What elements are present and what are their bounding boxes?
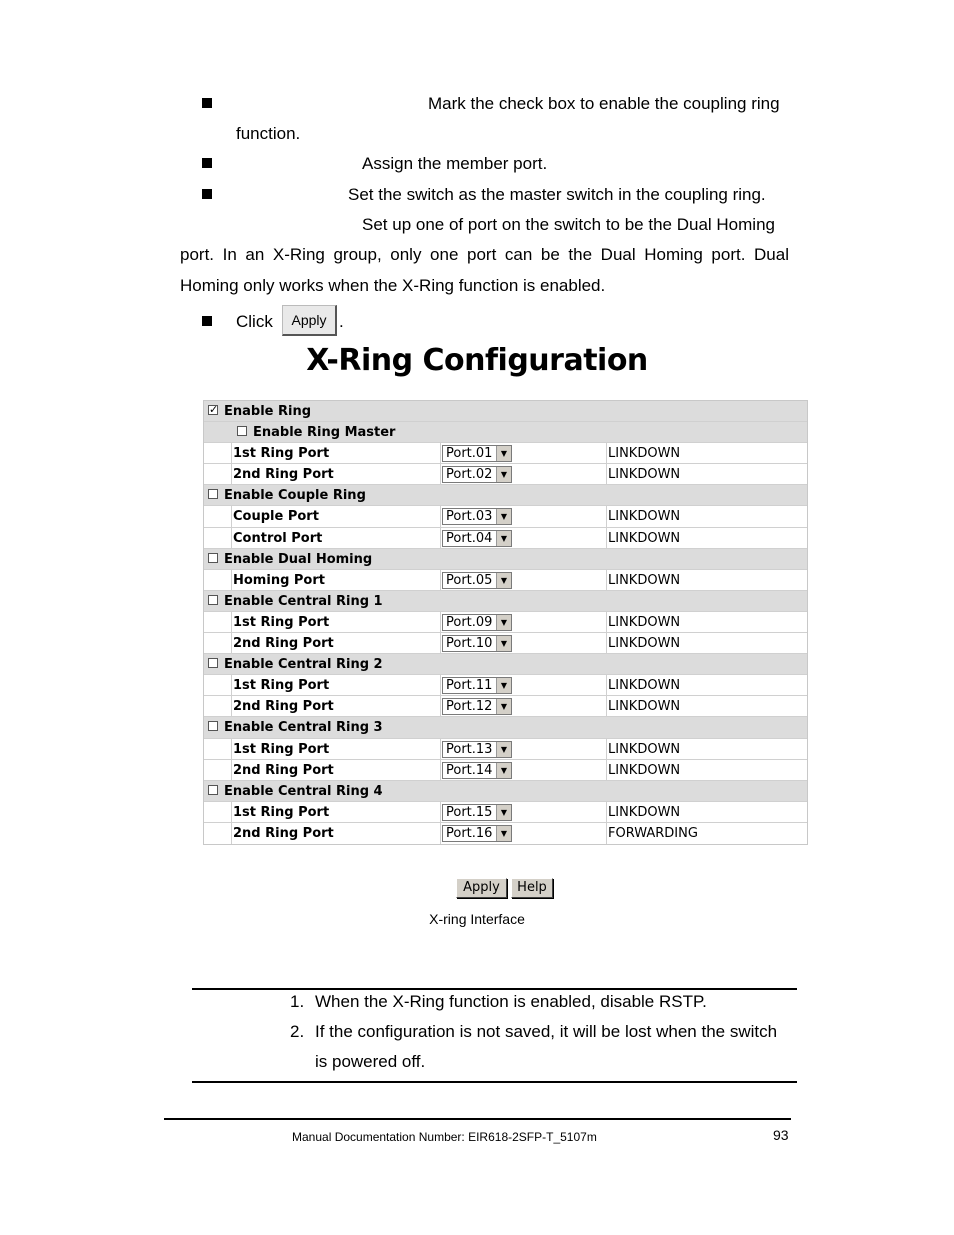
table-row [204, 612, 807, 633]
port-status: FORWARDING [608, 825, 698, 841]
enable-couple-ring-row [204, 485, 807, 506]
enable-ring-master-checkbox[interactable] [237, 426, 247, 436]
port-label: 1st Ring Port [233, 678, 330, 694]
port-select-value: Port.10 [446, 636, 493, 652]
cell-divider [440, 675, 441, 695]
port-select[interactable] [442, 698, 512, 715]
port-status: LINKDOWN [608, 509, 681, 525]
chevron-down-icon[interactable]: ▼ [496, 699, 511, 714]
enable-central-ring-1-row [204, 591, 807, 612]
enable-central-ring-2-label: Enable Central Ring 2 [224, 657, 383, 673]
chevron-down-icon[interactable]: ▼ [496, 826, 511, 841]
cell-divider [606, 802, 607, 822]
cell-divider [440, 570, 441, 590]
table-row [204, 464, 807, 485]
port-label: 2nd Ring Port [233, 762, 334, 778]
note-number: 2. [290, 1022, 305, 1041]
port-label: 1st Ring Port [233, 741, 330, 757]
port-select-value: Port.15 [446, 804, 493, 820]
cell-divider [231, 823, 232, 844]
enable-central-ring-3-checkbox[interactable] [208, 721, 218, 731]
port-label: Control Port [233, 530, 323, 546]
table-row [204, 675, 807, 696]
port-select-value: Port.04 [446, 530, 493, 546]
cell-divider [440, 464, 441, 484]
click-label: Click [236, 312, 273, 331]
cell-divider [606, 612, 607, 632]
port-status: LINKDOWN [608, 446, 681, 462]
enable-central-ring-4-row [204, 781, 807, 802]
port-select-value: Port.12 [446, 699, 493, 715]
bullet-marker [202, 158, 212, 168]
enable-central-ring-4-label: Enable Central Ring 4 [224, 783, 383, 799]
enable-ring-checkbox[interactable]: ✓ [209, 403, 219, 416]
chevron-down-icon[interactable]: ▼ [496, 678, 511, 693]
table-row [204, 443, 807, 464]
port-select[interactable] [442, 530, 512, 547]
port-select[interactable] [442, 635, 512, 652]
note-text-cont: is powered off. [315, 1052, 426, 1071]
table-row [204, 760, 807, 781]
cell-divider [606, 528, 607, 548]
port-select[interactable] [442, 741, 512, 758]
enable-central-ring-2-row [204, 654, 807, 675]
port-status: LINKDOWN [608, 678, 681, 694]
cell-divider [606, 823, 607, 844]
cell-divider [231, 528, 232, 548]
cell-divider [440, 528, 441, 548]
enable-couple-ring-checkbox[interactable] [208, 489, 218, 499]
port-select[interactable] [442, 445, 512, 462]
port-label: 1st Ring Port [233, 804, 330, 820]
cell-divider [231, 612, 232, 632]
port-label: 1st Ring Port [233, 614, 330, 630]
enable-couple-ring-label: Enable Couple Ring [224, 488, 366, 504]
cell-divider [231, 739, 232, 759]
port-select-value: Port.05 [446, 572, 493, 588]
dual-homing-paragraph-line1: Set up one of port on the switch to be the Dual Homing [362, 215, 775, 234]
cell-divider [231, 760, 232, 780]
cell-divider [606, 696, 607, 716]
port-select-value: Port.14 [446, 762, 493, 778]
enable-ring-label: Enable Ring [224, 404, 312, 419]
doc-number: Manual Documentation Number: EIR618-2SFP-T_5107m [292, 1130, 597, 1144]
table-row [204, 506, 807, 527]
enable-ring-master-row [204, 422, 807, 443]
chevron-down-icon[interactable]: ▼ [496, 446, 511, 461]
bullet-member-port-text: Assign the member port. [362, 154, 548, 173]
port-select[interactable] [442, 762, 512, 779]
cell-divider [440, 696, 441, 716]
cell-divider [440, 506, 441, 526]
enable-ring-row [204, 401, 807, 422]
enable-central-ring-1-label: Enable Central Ring 1 [224, 593, 383, 609]
port-select[interactable] [442, 572, 512, 589]
port-status: LINKDOWN [608, 636, 681, 652]
bullet-couple-text: Mark the check box to enable the coupling ring [428, 94, 780, 113]
port-status: LINKDOWN [608, 467, 681, 483]
port-status: LINKDOWN [608, 699, 681, 715]
table-row [204, 633, 807, 654]
table-row [204, 570, 807, 591]
cell-divider [231, 696, 232, 716]
chevron-down-icon[interactable]: ▼ [496, 573, 511, 588]
port-select-value: Port.03 [446, 509, 493, 525]
note-text: If the configuration is not saved, it will be lost when the switch [315, 1022, 778, 1041]
cell-divider [606, 675, 607, 695]
port-label: Homing Port [233, 572, 325, 588]
inline-apply-button: Apply [282, 305, 337, 336]
port-select-value: Port.02 [446, 467, 493, 483]
chevron-down-icon[interactable]: ▼ [496, 509, 511, 524]
port-select-value: Port.11 [446, 678, 493, 694]
table-row [204, 696, 807, 717]
cell-divider [231, 464, 232, 484]
help-button[interactable]: Help [511, 878, 553, 898]
enable-dual-homing-checkbox[interactable] [208, 553, 218, 563]
cell-divider [606, 506, 607, 526]
port-status: LINKDOWN [608, 741, 681, 757]
port-select-value: Port.13 [446, 741, 493, 757]
port-select-value: Port.16 [446, 825, 493, 841]
enable-ring-master-label: Enable Ring Master [253, 425, 396, 441]
port-select[interactable] [442, 614, 512, 631]
chevron-down-icon[interactable]: ▼ [496, 531, 511, 546]
bullet-marker [202, 189, 212, 199]
cell-divider [440, 633, 441, 653]
bullet-master-text: Set the switch as the master switch in the coupling ring. [348, 185, 766, 204]
enable-central-ring-3-label: Enable Central Ring 3 [224, 720, 383, 736]
cell-divider [606, 464, 607, 484]
chevron-down-icon[interactable]: ▼ [496, 805, 511, 820]
bullet-couple-text-cont: function. [236, 124, 301, 143]
bullet-marker [202, 316, 212, 326]
chevron-down-icon[interactable]: ▼ [496, 763, 511, 778]
cell-divider [606, 760, 607, 780]
enable-dual-homing-label: Enable Dual Homing [224, 551, 373, 567]
divider [192, 1081, 797, 1083]
xring-config-table [203, 400, 808, 845]
page-title: X-Ring Configuration [306, 343, 648, 378]
dual-homing-paragraph-line3: Homing only works when the X-Ring function is enabled. [180, 276, 606, 295]
cell-divider [231, 633, 232, 653]
port-select[interactable] [442, 508, 512, 525]
cell-divider [440, 823, 441, 844]
enable-central-ring-3-row [204, 717, 807, 738]
cell-divider [606, 443, 607, 463]
footer-rule [164, 1118, 791, 1120]
cell-divider [606, 633, 607, 653]
chevron-down-icon[interactable]: ▼ [496, 636, 511, 651]
enable-central-ring-2-checkbox[interactable] [208, 658, 218, 668]
figure-caption: X-ring Interface [429, 911, 525, 927]
cell-divider [440, 443, 441, 463]
apply-button[interactable]: Apply [456, 878, 507, 898]
port-select[interactable] [442, 677, 512, 694]
chevron-down-icon[interactable]: ▼ [496, 742, 511, 757]
cell-divider [440, 760, 441, 780]
cell-divider [231, 570, 232, 590]
chevron-down-icon[interactable]: ▼ [496, 615, 511, 630]
chevron-down-icon[interactable]: ▼ [496, 467, 511, 482]
cell-divider [440, 612, 441, 632]
cell-divider [231, 675, 232, 695]
port-label: Couple Port [233, 509, 319, 525]
port-select-value: Port.09 [446, 614, 493, 630]
port-status: LINKDOWN [608, 614, 681, 630]
table-row [204, 802, 807, 823]
port-label: 2nd Ring Port [233, 467, 334, 483]
cell-divider [606, 570, 607, 590]
table-row [204, 528, 807, 549]
port-select[interactable] [442, 804, 512, 821]
port-status: LINKDOWN [608, 572, 681, 588]
port-select[interactable] [442, 466, 512, 483]
port-label: 2nd Ring Port [233, 825, 334, 841]
cell-divider [231, 506, 232, 526]
port-status: LINKDOWN [608, 762, 681, 778]
cell-divider [231, 443, 232, 463]
cell-divider [440, 802, 441, 822]
port-select-value: Port.01 [446, 446, 493, 462]
port-label: 2nd Ring Port [233, 699, 334, 715]
port-select[interactable] [442, 825, 512, 842]
table-row [204, 739, 807, 760]
dual-homing-paragraph-line2: port. In an X-Ring group, only one port can be the Dual Homing port. Dual [180, 245, 789, 264]
bullet-marker [202, 98, 212, 108]
note-number: 1. [290, 992, 305, 1011]
cell-divider [440, 739, 441, 759]
port-status: LINKDOWN [608, 804, 681, 820]
cell-divider [231, 802, 232, 822]
table-row [204, 823, 807, 844]
port-status: LINKDOWN [608, 530, 681, 546]
period: . [339, 312, 344, 331]
enable-central-ring-1-checkbox[interactable] [208, 595, 218, 605]
cell-divider [606, 739, 607, 759]
port-label: 1st Ring Port [233, 446, 330, 462]
enable-dual-homing-row [204, 549, 807, 570]
page-number: 93 [773, 1127, 789, 1143]
port-label: 2nd Ring Port [233, 636, 334, 652]
note-text: When the X-Ring function is enabled, disable RSTP. [315, 992, 707, 1011]
divider [192, 988, 797, 990]
enable-central-ring-4-checkbox[interactable] [208, 785, 218, 795]
